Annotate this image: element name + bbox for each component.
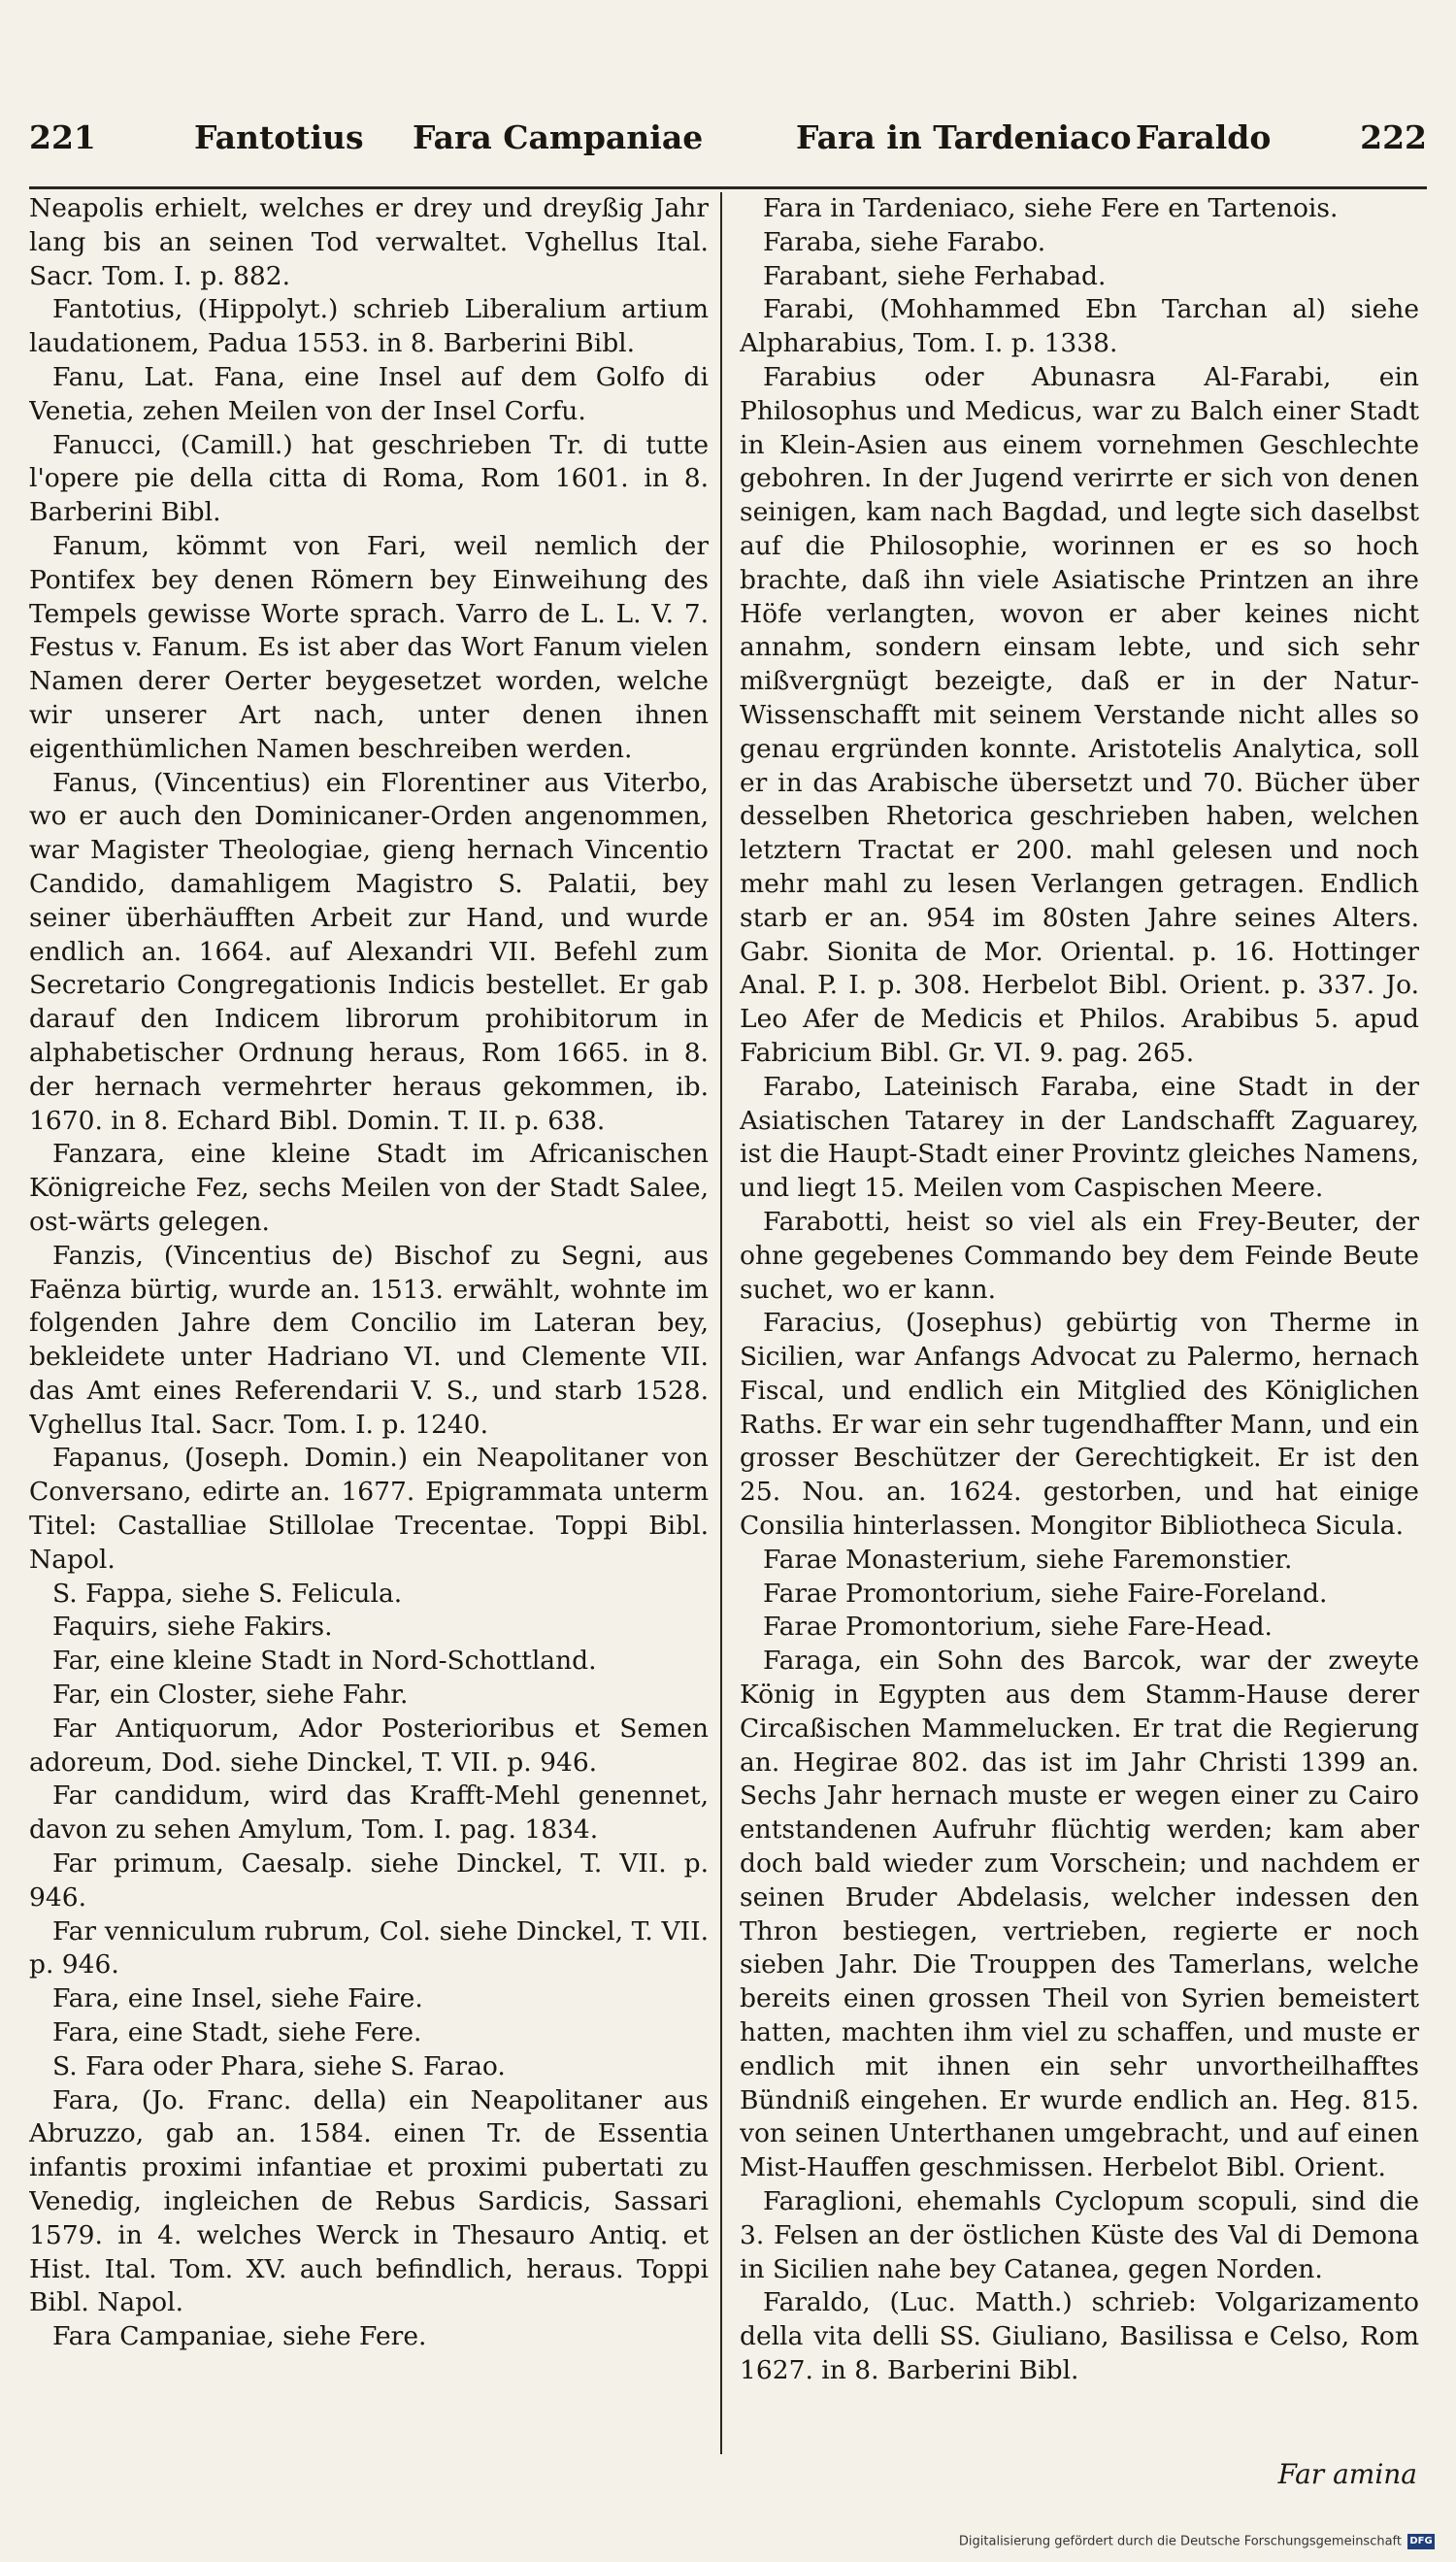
right-running-head-1: Fara in Tardeniaco xyxy=(796,118,1132,156)
left-column xyxy=(29,192,709,2454)
right-page-number: 222 xyxy=(1360,118,1427,156)
right-running-head-2: Faraldo xyxy=(1136,118,1272,156)
dictionary-entry: Faraba, siehe Farabo. xyxy=(763,226,1046,257)
dictionary-entry: S. Fappa, siehe S. Felicula. xyxy=(52,1578,403,1609)
dictionary-entry: Farabo, Lateinisch Faraba, eine Stadt in der Asiatischen Tatarey in der Landschafft Zaguarey, ist die Haupt-Stadt einer Provintz gleiches Namens, und liegt 15. Meilen vom Caspischen Meere. xyxy=(740,1071,1419,1204)
dictionary-entry: Far Antiquorum, Ador Posterioribus et Semen adoreum, Dod. siehe Dinckel, T. VII. p. 946. xyxy=(29,1713,709,1778)
dictionary-entry: Fanzara, eine kleine Stadt im Africanischen Königreiche Fez, sechs Meilen von der Stadt Salee, ost-wärts gelegen. xyxy=(29,1139,709,1237)
dictionary-entry: Faracius, (Josephus) gebürtig von Therme in Sicilien, war Anfangs Advocat zu Palermo, hernach Fiscal, und endlich ein Mitglied des Königlichen Raths. Er war ein sehr tugendhaffter Mann, und ein grosser Beschützer der Gerechtigkeit. Er ist den 25. Nou. an. 1624. gestorben, und hat einige Consilia hinterlassen. Mongitor Bibliotheca Sicula. xyxy=(740,1308,1419,1542)
dictionary-entry: Fara Campaniae, siehe Fere. xyxy=(52,2321,427,2352)
dictionary-entry: Fara, eine Stadt, siehe Fere. xyxy=(52,2017,422,2048)
running-header xyxy=(29,118,1427,177)
footer-text: Digitalisierung gefördert durch die Deutsche Forschungsgemeinschaft xyxy=(958,2534,1402,2549)
dictionary-entry: Fanu, Lat. Fana, eine Insel auf dem Golfo di Venetia, zehen Meilen von der Insel Corfu. xyxy=(29,361,709,426)
dictionary-entry: Far candidum, wird das Krafft-Mehl genennet, davon zu sehen Amylum, Tom. I. pag. 1834. xyxy=(29,1780,709,1846)
dictionary-entry: Farae Promontorium, siehe Faire-Foreland. xyxy=(763,1578,1328,1609)
left-page-number: 221 xyxy=(29,118,96,156)
dictionary-entry: Fanucci, (Camill.) hat geschrieben Tr. di tutte l'opere pie della citta di Roma, Rom 1601. in 8. Barberini Bibl. xyxy=(29,429,709,528)
dictionary-entry: Faraglioni, ehemahls Cyclopum scopuli, sind die 3. Felsen an der östlichen Küste des Val di Demona in Sicilien nahe bey Catanea, gegen Norden. xyxy=(740,2186,1419,2284)
left-running-head-1: Fantotius xyxy=(194,118,364,156)
dictionary-entry: Far, eine kleine Stadt in Nord-Schottland. xyxy=(52,1646,597,1677)
dictionary-entry: Faquirs, siehe Fakirs. xyxy=(52,1612,333,1643)
dictionary-entry: Fanum, kömmt von Fari, weil nemlich der Pontifex bey denen Römern bey Einweihung des Tempels gewisse Worte sprach. Varro de L. L. V. 7. Festus v. Fanum. Es ist aber das Wort Fanum vielen Namen derer Oerter beygesetzet worden, welche wir unserer Art nach, unter denen ihnen eigenthümlichen Namen beschreiben werden. xyxy=(29,530,709,764)
dictionary-entry: Farabi, (Mohhammed Ebn Tarchan al) siehe Alpharabius, Tom. I. p. 1338. xyxy=(740,294,1419,359)
dictionary-entry: Fara, eine Insel, siehe Faire. xyxy=(52,1983,423,2014)
dictionary-entry: S. Fara oder Phara, siehe S. Farao. xyxy=(52,2050,506,2081)
dictionary-entry: Fapanus, (Joseph. Domin.) ein Neapolitaner von Conversano, edirte an. 1677. Epigrammata unterm Titel: Castalliae Stillolae Trecentae. Toppi Bibl. Napol. xyxy=(29,1443,709,1575)
dfg-logo-icon: DFG xyxy=(1407,2534,1435,2549)
dictionary-entry: Far, ein Closter, siehe Fahr. xyxy=(52,1680,409,1711)
dictionary-entry: Neapolis erhielt, welches er drey und dreyßig Jahr lang bis an seinen Tod verwaltet. Vghellus Ital. Sacr. Tom. I. p. 882. xyxy=(29,193,709,291)
catchword: Far amina xyxy=(1277,2458,1417,2490)
dictionary-entry: Faraldo, (Luc. Matth.) schrieb: Volgarizamento della vita delli SS. Giuliano, Basilissa e Celso, Rom 1627. in 8. Barberini Bibl. xyxy=(740,2287,1419,2385)
dictionary-entry: Faraga, ein Sohn des Barcok, war der zweyte König in Egypten aus dem Stamm-Hause derer Circaßischen Mammelucken. Er trat die Regierung an. Hegirae 802. das ist im Jahr Christi 1399 an. Sechs Jahr hernach muste er wegen einer zu Cairo entstandenen Aufruhr flüchtig werden; kam aber doch bald wieder zum Vorschein; und nachdem er seinen Bruder Abdelasis, welcher indessen den Thron bestiegen, vertrieben, regierte er noch sieben Jahr. Die Trouppen des Tamerlans, welche bereits einen grossen Theil von Syrien bemeistert hatten, machten ihm viel zu schaffen, und muste er endlich mit ihnen ein sehr unvortheilhafftes Bündniß eingehen. Er wurde endlich an. Heg. 815. von seinen Unterthanen umgebracht, und auf einen Mist-Hauffen geschmissen. Herbelot Bibl. Orient. xyxy=(740,1646,1419,2183)
dictionary-entry: Far venniculum rubrum, Col. siehe Dinckel, T. VII. p. 946. xyxy=(29,1915,709,1980)
dictionary-entry: Fara, (Jo. Franc. della) ein Neapolitaner aus Abruzzo, gab an. 1584. einen Tr. de Essentia infantis proximi infantiae et proximi pubertati zu Venedig, ingleichen de Rebus Sardicis, Sassari 1579. in 4. welches Werck in Thesauro Antiq. et Hist. Ital. Tom. XV. auch befindlich, heraus. Toppi Bibl. Napol. xyxy=(29,2084,709,2318)
header-rule xyxy=(29,186,1427,189)
dictionary-entry: Farabotti, heist so viel als ein Frey-Beuter, der ohne gegebenes Commando bey dem Feinde Beute suchet, wo er kann. xyxy=(740,1206,1419,1305)
dictionary-entry: Farabius oder Abunasra Al-Farabi, ein Philosophus und Medicus, war zu Balch einer Stadt in Klein-Asien aus einem vornehmen Geschlechte gebohren. In der Jugend verirrte er sich von denen seinigen, kam nach Bagdad, und legte sich daselbst auf die Philosophie, worinnen er es so hoch brachte, daß ihn viele Asiatische Printzen an ihre Höfe verlangten, wovon er aber keines nicht annahm, sondern einsam lebte, und sich sehr mißvergnügt bezeigte, daß er in der Natur-Wissenschafft mit seinem Verstande nicht alles so genau ergründen konnte. Aristotelis Analytica, soll er in das Arabische übersetzt und 70. Bücher über desselben Rhetorica geschrieben haben, welchen letztern Tractat er 200. mahl gelesen und noch mehr mahl zu lesen Verlangen getragen. Endlich starb er an. 954 im 80sten Jahre seines Alters. Gabr. Sionita de Mor. Oriental. p. 16. Hottinger Anal. P. I. p. 308. Herbelot Bibl. Orient. p. 337. Jo. Leo Afer de Medicis et Philos. Arabibus 5. apud Fabricium Bibl. Gr. VI. 9. pag. 265. xyxy=(740,361,1419,1068)
dictionary-entry: Fanus, (Vincentius) ein Florentiner aus Viterbo, wo er auch den Dominicaner-Orden angenommen, war Magister Theologiae, gieng hernach Vincentio Candido, damahligem Magistro S. Palatii, bey seiner überhäufften Arbeit zur Hand, und wurde endlich an. 1664. auf Alexandri VII. Befehl zum Secretario Congregationis Indicis bestellet. Er gab darauf den Indicem librorum prohibitorum in alphabetischer Ordnung heraus, Rom 1665. in 8. der hernach vermehrter heraus gekommen, ib. 1670. in 8. Echard Bibl. Domin. T. II. p. 638. xyxy=(29,767,709,1136)
dictionary-entry: Fara in Tardeniaco, siehe Fere en Tartenois. xyxy=(763,193,1339,223)
column-divider xyxy=(720,192,722,2454)
dictionary-entry: Far primum, Caesalp. siehe Dinckel, T. VII. p. 946. xyxy=(29,1848,709,1913)
left-running-head-2: Fara Campaniae xyxy=(413,118,704,156)
dictionary-entry: Fanzis, (Vincentius de) Bischof zu Segni, aus Faënza bürtig, wurde an. 1513. erwählt, wohnte im folgenden Jahre dem Concilio im Lateran bey, bekleidete unter Hadriano VI. und Clemente VII. das Amt eines Referendarii V. S., und starb 1528. Vghellus Ital. Sacr. Tom. I. p. 1240. xyxy=(29,1240,709,1440)
dictionary-entry: Fantotius, (Hippolyt.) schrieb Liberalium artium laudationem, Padua 1553. in 8. Barberini Bibl. xyxy=(29,294,709,359)
digitization-footer xyxy=(959,2534,1435,2549)
dictionary-entry: Farae Promontorium, siehe Fare-Head. xyxy=(763,1612,1273,1643)
right-column xyxy=(740,192,1419,2454)
dictionary-entry: Farae Monasterium, siehe Faremonstier. xyxy=(763,1544,1293,1575)
dictionary-entry: Farabant, siehe Ferhabad. xyxy=(763,260,1107,291)
